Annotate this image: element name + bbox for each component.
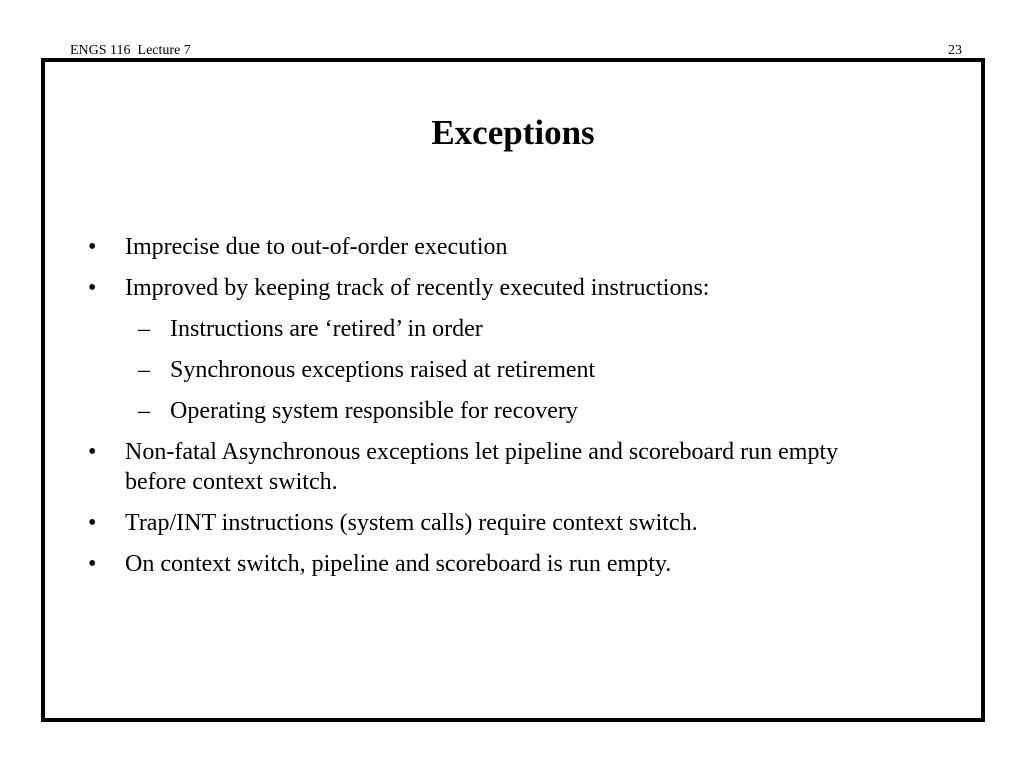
course-header: ENGS 116 Lecture 7 [70, 43, 191, 58]
slide-title: Exceptions [431, 113, 595, 152]
page-number: 23 [948, 43, 962, 58]
bullet-marker: • [88, 275, 97, 301]
sub-bullet-marker: – [138, 357, 150, 383]
bullet-text: On context switch, pipeline and scoreboard is run empty. [125, 551, 672, 577]
bullet-list [45, 232, 981, 590]
bullet-marker: • [88, 234, 97, 260]
bullet-text: Trap/INT instructions (system calls) require context switch. [125, 510, 698, 536]
sub-bullet-marker: – [138, 398, 150, 424]
bullet-marker: • [88, 551, 97, 577]
sub-bullet-marker: – [138, 316, 150, 342]
bullet-text: Imprecise due to out-of-order execution [125, 234, 508, 260]
slide-frame [41, 58, 985, 722]
sub-bullet-item [45, 396, 890, 426]
sub-bullet-text: Instructions are ‘retired’ in order [170, 316, 483, 342]
sub-bullet-item [45, 355, 890, 385]
sub-bullet-text: Operating system responsible for recovery [170, 398, 578, 424]
bullet-text: Non-fatal Asynchronous exceptions let pipeline and scoreboard run empty before context switch. [125, 439, 839, 495]
bullet-text: Improved by keeping track of recently executed instructions: [125, 275, 710, 301]
bullet-marker: • [88, 510, 97, 536]
bullet-item [45, 437, 895, 497]
bullet-item [45, 508, 895, 538]
sub-bullet-text: Synchronous exceptions raised at retirement [170, 357, 596, 383]
sub-bullet-item [45, 314, 890, 344]
bullet-marker: • [88, 439, 97, 465]
bullet-item [45, 273, 895, 303]
bullet-item [45, 549, 895, 579]
bullet-item [45, 232, 895, 262]
